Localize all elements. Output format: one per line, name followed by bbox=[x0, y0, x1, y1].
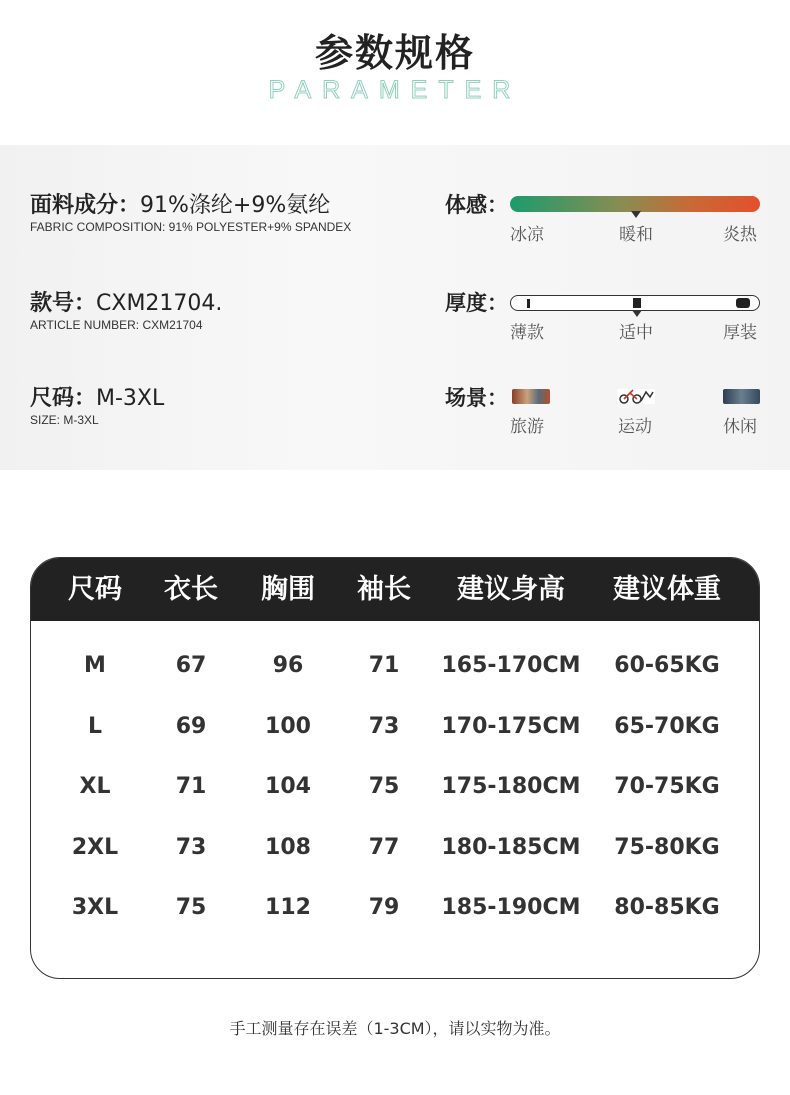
page-subtitle: PARAMETER bbox=[268, 76, 522, 104]
cell-weight: 70-75KG bbox=[614, 774, 720, 799]
size-table bbox=[30, 557, 760, 979]
cell-height: 180-185CM bbox=[441, 834, 581, 860]
cell-height: 175-180CM bbox=[441, 774, 581, 799]
size-table-header bbox=[31, 558, 759, 621]
scene-sport-label: 运动 bbox=[618, 417, 652, 437]
fabric-composition-en: FABRIC COMPOSITION: 91% POLYESTER+9% SPANDEX bbox=[30, 220, 352, 234]
cell-sleeve: 71 bbox=[368, 653, 400, 678]
cell-chest: 112 bbox=[265, 895, 311, 920]
cell-chest: 96 bbox=[272, 653, 304, 678]
header-height: 建议身高 bbox=[457, 574, 565, 605]
header-chest: 胸围 bbox=[261, 574, 315, 605]
scene-casual-label: 休闲 bbox=[723, 417, 757, 437]
warmth-tick-hot: 炎热 bbox=[723, 225, 757, 245]
header-size: 尺码 bbox=[68, 574, 122, 605]
cell-length: 73 bbox=[175, 834, 207, 860]
cell-size: 3XL bbox=[71, 895, 119, 920]
thickness-marker-icon bbox=[632, 310, 642, 317]
cell-height: 170-175CM bbox=[441, 713, 581, 739]
cell-length: 75 bbox=[175, 895, 207, 920]
article-value: CXM21704. bbox=[96, 291, 223, 316]
size-value: M-3XL bbox=[96, 386, 165, 411]
travel-scene-image bbox=[512, 389, 550, 404]
cell-weight: 65-70KG bbox=[614, 713, 720, 739]
cell-weight: 75-80KG bbox=[614, 834, 720, 860]
thickness-tick-medium: 适中 bbox=[619, 323, 653, 343]
sport-scene-image bbox=[617, 389, 655, 404]
cell-size: XL bbox=[79, 774, 111, 799]
cell-chest: 100 bbox=[265, 713, 311, 739]
fabric-label: 面料成分： bbox=[30, 193, 141, 218]
warmth-tick-warm: 暖和 bbox=[619, 225, 653, 245]
article-number-en: ARTICLE NUMBER: CXM21704 bbox=[30, 318, 203, 332]
cyclist-icon bbox=[617, 389, 655, 404]
cell-chest: 104 bbox=[265, 774, 311, 799]
cell-height: 185-190CM bbox=[441, 895, 581, 920]
warmth-label: 体感： bbox=[445, 193, 508, 217]
cell-height: 165-170CM bbox=[441, 653, 581, 678]
scene-label: 场景： bbox=[445, 386, 508, 410]
cell-weight: 80-85KG bbox=[614, 895, 720, 920]
thickness-tick-thin: 薄款 bbox=[510, 323, 544, 343]
fabric-value: 91%涤纶+9%氨纶 bbox=[140, 193, 331, 218]
thickness-thick-mark bbox=[736, 298, 750, 308]
cell-length: 71 bbox=[175, 774, 207, 799]
fabric-composition bbox=[30, 188, 330, 219]
measurement-note: 手工测量存在误差（1-3CM），请以实物为准。 bbox=[229, 1019, 561, 1038]
casual-scene-image bbox=[723, 389, 760, 404]
article-number bbox=[30, 286, 222, 317]
header-length: 衣长 bbox=[164, 574, 218, 605]
warmth-tick-cool: 冰凉 bbox=[510, 225, 544, 245]
cell-weight: 60-65KG bbox=[614, 653, 720, 678]
cell-size: 2XL bbox=[71, 834, 119, 860]
article-label: 款号： bbox=[30, 291, 97, 316]
scene-travel-label: 旅游 bbox=[510, 417, 544, 437]
cell-length: 67 bbox=[175, 653, 207, 678]
cell-length: 69 bbox=[175, 713, 207, 739]
size-range bbox=[30, 381, 164, 412]
cell-sleeve: 79 bbox=[368, 895, 400, 920]
size-range-en: SIZE: M-3XL bbox=[30, 413, 99, 427]
cell-chest: 108 bbox=[265, 834, 311, 860]
cell-sleeve: 77 bbox=[368, 834, 400, 860]
cell-sleeve: 75 bbox=[368, 774, 400, 799]
warmth-gradient-bar bbox=[510, 196, 760, 212]
cell-size: M bbox=[84, 653, 106, 678]
thickness-tick-thick: 厚装 bbox=[723, 323, 757, 343]
warmth-marker-icon bbox=[631, 211, 641, 218]
size-label: 尺码： bbox=[30, 386, 97, 411]
thickness-thin-mark bbox=[527, 299, 530, 308]
header-weight: 建议体重 bbox=[613, 574, 721, 605]
page-title: 参数规格 bbox=[314, 31, 475, 75]
thickness-label: 厚度： bbox=[445, 291, 508, 315]
cell-size: L bbox=[87, 713, 103, 739]
cell-sleeve: 73 bbox=[368, 713, 400, 739]
header-sleeve: 袖长 bbox=[357, 574, 411, 605]
thickness-medium-mark bbox=[633, 298, 641, 308]
